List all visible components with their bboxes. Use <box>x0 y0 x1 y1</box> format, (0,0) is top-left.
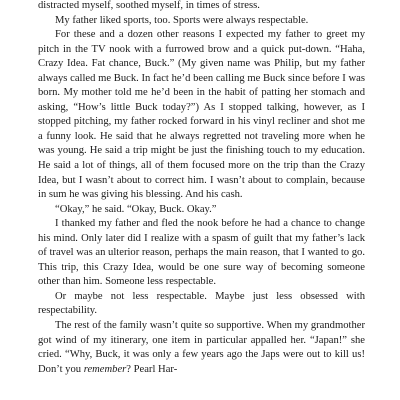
emphasized-word: remember <box>83 363 127 375</box>
paragraph: I thanked my father and fled the nook before he had a chance to change his mind. Only later did I realize with a spasm of guilt that my father’s lack of travel was an ulterior reason, perhaps the main reason, that I wanted to go. This trip, this Crazy Idea, would be one sure way of becoming someone other than him. Someone less respectable. <box>38 218 365 288</box>
paragraph: Or maybe not less respectable. Maybe just less obsessed with respectability. <box>38 290 365 317</box>
paragraph <box>38 319 365 377</box>
paragraph-text-continued: ? Pearl Har- <box>126 363 178 375</box>
body-text <box>38 0 365 377</box>
paragraph-text: The rest of the family wasn’t quite so supportive. When my grandmother got wind of my itinerary, one item in particular appalled her. “Japan!” she cried. “Why, Buck, it was only a few years ago the Japs were out to kill us! Don’t you <box>38 320 365 375</box>
paragraph: My father liked sports, too. Sports were always respectable. <box>55 14 309 26</box>
paragraph: “Okay,” he said. “Okay, Buck. Okay.” <box>55 203 217 215</box>
paragraph: distracted myself, soothed myself, in times of stress. <box>38 0 260 11</box>
paragraph: For these and a dozen other reasons I expected my father to greet my pitch in the TV nook with a furrowed brow and a quick put-down. “Haha, Crazy Idea. Fat chance, Buck.” (My given name was Philip, but my father always called me Buck. In fact he’d been calling me Buck since before I was born. My mother told me he’d been in the habit of patting her stomach and asking, “How’s little Buck today?”) As I stopped talking, however, as I stopped pitching, my father rocked forward in his vinyl recliner and shot me a funny look. He said that he always regretted not traveling more when he was young. He said a trip might be just the finishing touch to my education. He said a lot of things, all of them focused more on the trip than the Crazy Idea, but I wasn’t about to correct him. I wasn’t about to complain, because in sum he was giving his blessing. And his cash. <box>38 29 365 201</box>
